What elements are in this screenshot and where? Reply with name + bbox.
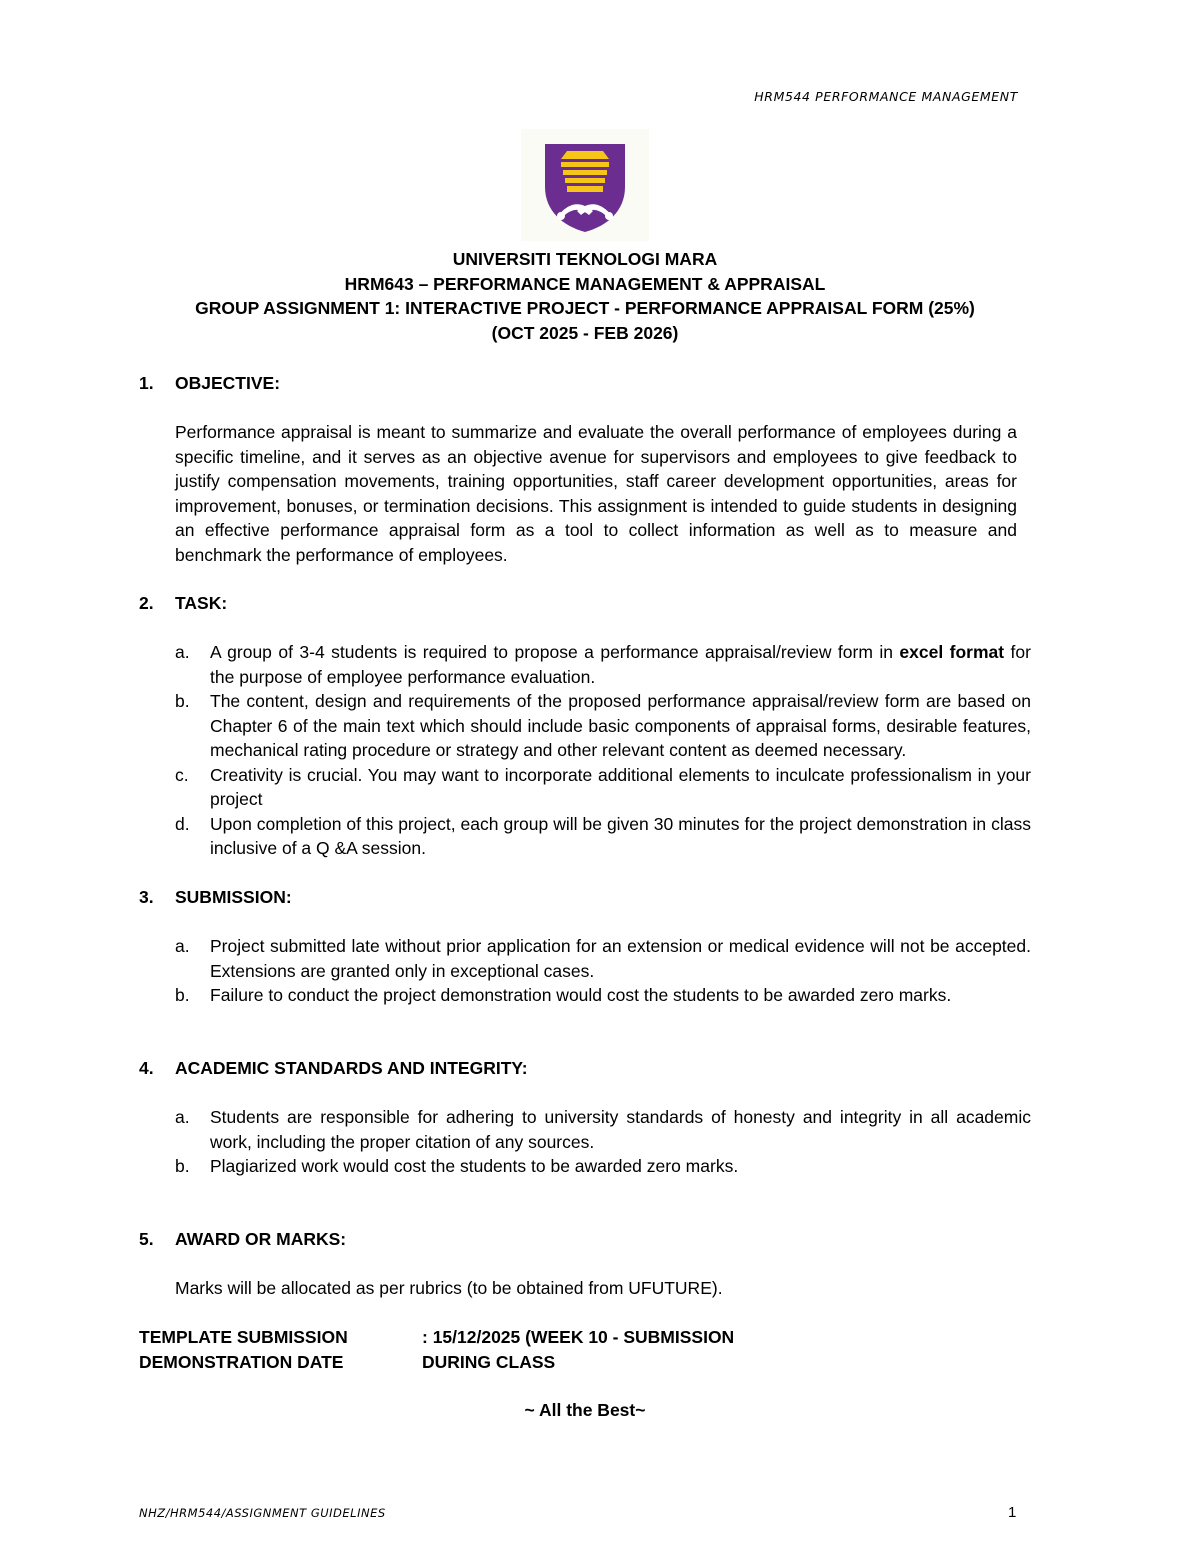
emphasis-excel-format: excel format bbox=[899, 642, 1005, 662]
integrity-list bbox=[175, 1105, 1031, 1179]
section-heading-objective: 1. OBJECTIVE: bbox=[139, 373, 281, 393]
crest-book-layer bbox=[567, 186, 603, 192]
crest-book-layer bbox=[565, 178, 605, 183]
page-number: 1 bbox=[1008, 1504, 1017, 1521]
title-semester: (OCT 2025 - FEB 2026) bbox=[491, 322, 679, 343]
list-item: a. A group of 3-4 students is required to propose a performance appraisal/review form in excel format for the purpose of employee performance evaluation. bbox=[175, 642, 1031, 687]
template-submission-row: TEMPLATE SUBMISSION : 15/12/2025 (WEEK 10 - SUBMISSION bbox=[139, 1327, 735, 1347]
list-item: a. Project submitted late without prior application for an extension or medical evidence will not be accepted. Extensions are granted only in exceptional cases. bbox=[175, 936, 1031, 981]
objective-paragraph: Performance appraisal is meant to summarize and evaluate the overall performance of employees during a specific timeline, and it serves as an objective avenue for supervisors and employees to give feedback to justify compensation movements, training opportunities, staff career development opportunities, areas for improvement, bonuses, or termination decisions. This assignment is intended to guide students in designing an effective performance appraisal form as a tool to collect information as well as to measure and benchmark the performance of employees. bbox=[175, 422, 1017, 565]
section-heading-award: 5. AWARD OR MARKS: bbox=[139, 1229, 347, 1249]
crest-keris-hilt bbox=[605, 212, 613, 220]
list-item: b. The content, design and requirements of the proposed performance appraisal/review form are based on Chapter 6 of the main text which should include basic components of appraisal forms, desirable features, mechanical rating procedure or strategy and other relevant content as deemed necessary. bbox=[175, 691, 1031, 760]
list-item: b. Plagiarized work would cost the students to be awarded zero marks. bbox=[175, 1156, 739, 1176]
title-university: UNIVERSITI TEKNOLOGI MARA bbox=[452, 249, 718, 269]
title-course: HRM643 – PERFORMANCE MANAGEMENT & APPRAISAL bbox=[344, 273, 826, 294]
crest-book-layer bbox=[561, 162, 609, 167]
award-paragraph: Marks will be allocated as per rubrics (to be obtained from UFUTURE). bbox=[175, 1278, 723, 1298]
list-item: b. Failure to conduct the project demonstration would cost the students to be awarded zero marks. bbox=[175, 985, 952, 1005]
crest-keris-hilt bbox=[557, 212, 565, 220]
crest-book-layer bbox=[563, 170, 607, 175]
list-item: d. Upon completion of this project, each group will be given 30 minutes for the project demonstration in class inclusive of a Q &A session. bbox=[175, 813, 1031, 858]
closing-line: ~ All the Best~ bbox=[524, 1400, 646, 1420]
footer-reference: NHZ/HRM544/ASSIGNMENT GUIDELINES bbox=[139, 1506, 386, 1520]
section-heading-task: 2. TASK: bbox=[139, 593, 228, 613]
list-item: c. Creativity is crucial. You may want to incorporate additional elements to inculcate professionalism in your project bbox=[175, 764, 1031, 809]
crest-svg bbox=[521, 129, 649, 241]
title-assignment: GROUP ASSIGNMENT 1: INTERACTIVE PROJECT - PERFORMANCE APPRAISAL FORM (25%) bbox=[195, 298, 975, 318]
list-item: a. Students are responsible for adhering to university standards of honesty and integrity in all academic work, including the proper citation of any sources. bbox=[175, 1107, 1031, 1152]
section-heading-integrity: 4. ACADEMIC STANDARDS AND INTEGRITY: bbox=[139, 1058, 528, 1078]
section-heading-submission: 3. SUBMISSION: bbox=[139, 887, 292, 907]
submission-list bbox=[175, 934, 1031, 1008]
document-title bbox=[0, 247, 1170, 345]
uitm-crest-logo bbox=[521, 129, 649, 241]
running-header: HRM544 PERFORMANCE MANAGEMENT bbox=[754, 89, 1018, 104]
crest-book-top bbox=[561, 151, 609, 159]
demonstration-date-row: DEMONSTRATION DATE DURING CLASS bbox=[139, 1352, 556, 1372]
task-list bbox=[175, 640, 1031, 861]
